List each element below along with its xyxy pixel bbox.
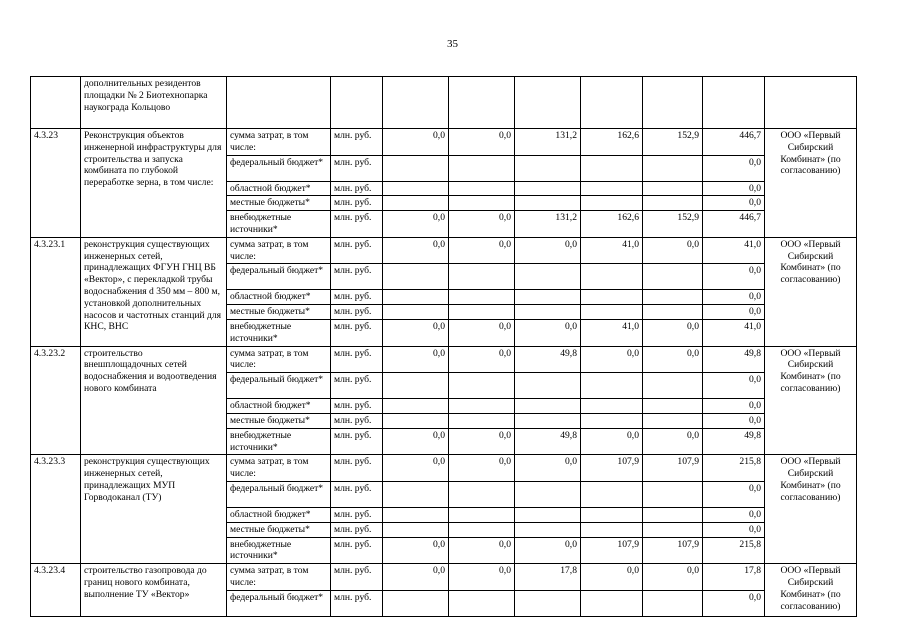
value-cell: 0,0 [703, 373, 765, 399]
empty-cell [643, 196, 703, 211]
value-cell: 0,0 [703, 155, 765, 181]
empty-cell [515, 373, 581, 399]
value-cell: 17,8 [703, 564, 765, 591]
units-cell: млн. руб. [331, 373, 383, 399]
value-cell: 0,0 [515, 455, 581, 482]
value-cell: 0,0 [383, 537, 449, 564]
value-cell: 0,0 [703, 264, 765, 290]
source-label: областной бюджет* [227, 290, 331, 305]
empty-cell [449, 77, 515, 129]
table-row [31, 564, 857, 591]
units-cell: млн. руб. [331, 522, 383, 537]
value-cell: 0,0 [581, 564, 643, 591]
value-cell: 49,8 [703, 428, 765, 455]
empty-cell [383, 264, 449, 290]
empty-cell [449, 413, 515, 428]
units-cell: млн. руб. [331, 237, 383, 264]
item-code: 4.3.23.4 [31, 564, 81, 617]
executor-cell: ООО «Первый Сибирский Комбинат» (по согласованию) [765, 564, 857, 617]
empty-cell [643, 264, 703, 290]
value-cell: 0,0 [449, 346, 515, 373]
value-cell: 0,0 [703, 507, 765, 522]
name-cell: дополнительных резидентов площадки № 2 Биотехнопарка наукограда Кольцово [81, 77, 227, 129]
page-number: 35 [447, 38, 458, 50]
empty-cell [581, 305, 643, 320]
item-code: 4.3.23 [31, 129, 81, 238]
value-cell: 41,0 [581, 319, 643, 346]
empty-cell [643, 590, 703, 616]
source-label: внебюджетные источники* [227, 211, 331, 238]
table-row [31, 346, 857, 373]
funding-table [30, 76, 857, 617]
source-label: областной бюджет* [227, 399, 331, 414]
empty-cell [643, 305, 703, 320]
empty-cell [515, 522, 581, 537]
units-cell: млн. руб. [331, 455, 383, 482]
empty-cell [383, 590, 449, 616]
value-cell: 162,6 [581, 211, 643, 238]
source-label: местные бюджеты* [227, 522, 331, 537]
value-cell: 0,0 [703, 413, 765, 428]
value-cell: 0,0 [643, 346, 703, 373]
units-cell: млн. руб. [331, 399, 383, 414]
value-cell: 0,0 [703, 196, 765, 211]
empty-cell [449, 155, 515, 181]
value-cell: 0,0 [383, 346, 449, 373]
units-cell: млн. руб. [331, 196, 383, 211]
empty-cell [703, 77, 765, 129]
empty-cell [643, 507, 703, 522]
units-cell: млн. руб. [331, 507, 383, 522]
empty-cell [581, 413, 643, 428]
units-cell: млн. руб. [331, 211, 383, 238]
value-cell: 215,8 [703, 455, 765, 482]
empty-cell [643, 373, 703, 399]
source-label: областной бюджет* [227, 507, 331, 522]
value-cell: 107,9 [581, 537, 643, 564]
source-label: сумма затрат, в том числе: [227, 455, 331, 482]
units-cell: млн. руб. [331, 155, 383, 181]
units-cell: млн. руб. [331, 413, 383, 428]
source-label: внебюджетные источники* [227, 319, 331, 346]
value-cell: 41,0 [703, 319, 765, 346]
empty-cell [515, 290, 581, 305]
value-cell: 0,0 [515, 319, 581, 346]
empty-cell [449, 507, 515, 522]
source-label: сумма затрат, в том числе: [227, 237, 331, 264]
item-name: реконструкция существующих инженерных сетей, принадлежащих ФГУН ГНЦ ВБ «Вектор», с перекладкой трубы водоснабжения d 350 мм – 800 м, установкой дополнительных насосов и частотных станций для КНС, ВНС [81, 237, 227, 346]
value-cell: 41,0 [581, 237, 643, 264]
source-label: местные бюджеты* [227, 413, 331, 428]
value-cell: 0,0 [383, 455, 449, 482]
item-name: строительство газопровода до границ нового комбината, выполнение ТУ «Вектор» [81, 564, 227, 617]
units-cell: млн. руб. [331, 428, 383, 455]
empty-cell [449, 373, 515, 399]
empty-cell [449, 399, 515, 414]
item-code: 4.3.23.2 [31, 346, 81, 455]
code-cell [31, 77, 81, 129]
units-cell: млн. руб. [331, 590, 383, 616]
source-label: внебюджетные источники* [227, 428, 331, 455]
value-cell: 0,0 [449, 455, 515, 482]
value-cell: 49,8 [515, 346, 581, 373]
source-label: федеральный бюджет* [227, 155, 331, 181]
empty-cell [581, 522, 643, 537]
value-cell: 17,8 [515, 564, 581, 591]
value-cell: 0,0 [703, 481, 765, 507]
value-cell: 131,2 [515, 211, 581, 238]
units-cell: млн. руб. [331, 564, 383, 591]
value-cell: 0,0 [515, 237, 581, 264]
empty-cell [581, 507, 643, 522]
empty-cell [515, 481, 581, 507]
value-cell: 446,7 [703, 211, 765, 238]
empty-cell [581, 196, 643, 211]
empty-cell [581, 155, 643, 181]
value-cell: 107,9 [581, 455, 643, 482]
continuation-row [31, 77, 857, 129]
empty-cell [383, 305, 449, 320]
value-cell: 0,0 [703, 590, 765, 616]
value-cell: 107,9 [643, 455, 703, 482]
source-label: сумма затрат, в том числе: [227, 129, 331, 156]
value-cell: 446,7 [703, 129, 765, 156]
value-cell: 0,0 [643, 319, 703, 346]
empty-cell [515, 305, 581, 320]
source-label: федеральный бюджет* [227, 373, 331, 399]
empty-cell [765, 77, 857, 129]
value-cell: 162,6 [581, 129, 643, 156]
value-cell: 49,8 [515, 428, 581, 455]
empty-cell [515, 181, 581, 196]
table-row [31, 129, 857, 156]
value-cell: 0,0 [515, 537, 581, 564]
units-cell: млн. руб. [331, 481, 383, 507]
empty-cell [581, 290, 643, 305]
units-cell: млн. руб. [331, 264, 383, 290]
empty-cell [515, 399, 581, 414]
empty-cell [515, 590, 581, 616]
item-code: 4.3.23.1 [31, 237, 81, 346]
executor-cell: ООО «Первый Сибирский Комбинат» (по согласованию) [765, 455, 857, 564]
units-cell: млн. руб. [331, 129, 383, 156]
units-cell: млн. руб. [331, 537, 383, 564]
value-cell: 0,0 [643, 428, 703, 455]
empty-cell [581, 399, 643, 414]
empty-cell [581, 481, 643, 507]
value-cell: 0,0 [643, 237, 703, 264]
item-code: 4.3.23.3 [31, 455, 81, 564]
value-cell: 131,2 [515, 129, 581, 156]
empty-cell [383, 77, 449, 129]
empty-cell [581, 373, 643, 399]
value-cell: 0,0 [581, 428, 643, 455]
empty-cell [383, 181, 449, 196]
value-cell: 0,0 [449, 428, 515, 455]
value-cell: 152,9 [643, 129, 703, 156]
executor-cell: ООО «Первый Сибирский Комбинат» (по согласованию) [765, 346, 857, 455]
value-cell: 0,0 [703, 399, 765, 414]
empty-cell [643, 413, 703, 428]
value-cell: 0,0 [449, 537, 515, 564]
executor-cell: ООО «Первый Сибирский Комбинат» (по согласованию) [765, 129, 857, 238]
empty-cell [581, 181, 643, 196]
empty-cell [581, 264, 643, 290]
empty-cell [643, 481, 703, 507]
empty-cell [383, 399, 449, 414]
value-cell: 41,0 [703, 237, 765, 264]
source-label: федеральный бюджет* [227, 590, 331, 616]
source-label: сумма затрат, в том числе: [227, 564, 331, 591]
empty-cell [449, 196, 515, 211]
value-cell: 0,0 [383, 428, 449, 455]
source-label: местные бюджеты* [227, 305, 331, 320]
source-label: внебюджетные источники* [227, 537, 331, 564]
executor-cell: ООО «Первый Сибирский Комбинат» (по согласованию) [765, 237, 857, 346]
source-label: местные бюджеты* [227, 196, 331, 211]
value-cell: 0,0 [703, 522, 765, 537]
empty-cell [449, 305, 515, 320]
empty-cell [581, 77, 643, 129]
empty-cell [515, 507, 581, 522]
value-cell: 0,0 [703, 181, 765, 196]
empty-cell [383, 290, 449, 305]
empty-cell [581, 590, 643, 616]
empty-cell [643, 399, 703, 414]
table-body [31, 77, 857, 617]
empty-cell [383, 507, 449, 522]
empty-cell [449, 481, 515, 507]
value-cell: 0,0 [383, 211, 449, 238]
empty-cell [449, 590, 515, 616]
value-cell: 0,0 [449, 319, 515, 346]
value-cell: 0,0 [383, 564, 449, 591]
value-cell: 0,0 [383, 129, 449, 156]
source-label: областной бюджет* [227, 181, 331, 196]
units-cell: млн. руб. [331, 305, 383, 320]
empty-cell [449, 290, 515, 305]
empty-cell [643, 77, 703, 129]
empty-cell [449, 264, 515, 290]
value-cell: 0,0 [703, 290, 765, 305]
source-label: федеральный бюджет* [227, 264, 331, 290]
value-cell: 0,0 [449, 211, 515, 238]
value-cell: 0,0 [383, 237, 449, 264]
item-name: реконструкция существующих инженерных сетей, принадлежащих МУП Горводоканал (ТУ) [81, 455, 227, 564]
value-cell: 0,0 [643, 564, 703, 591]
empty-cell [515, 155, 581, 181]
item-name: строительство внешплощадочных сетей водоснабжения и водоотведения нового комбината [81, 346, 227, 455]
empty-cell [643, 181, 703, 196]
source-label: федеральный бюджет* [227, 481, 331, 507]
value-cell: 107,9 [643, 537, 703, 564]
empty-cell [383, 373, 449, 399]
units-cell: млн. руб. [331, 290, 383, 305]
empty-cell [515, 196, 581, 211]
empty-cell [515, 264, 581, 290]
empty-cell [643, 155, 703, 181]
empty-cell [383, 155, 449, 181]
empty-cell [643, 290, 703, 305]
value-cell: 0,0 [703, 305, 765, 320]
empty-cell [227, 77, 331, 129]
empty-cell [515, 77, 581, 129]
empty-cell [331, 77, 383, 129]
empty-cell [643, 522, 703, 537]
value-cell: 49,8 [703, 346, 765, 373]
value-cell: 152,9 [643, 211, 703, 238]
empty-cell [449, 181, 515, 196]
empty-cell [383, 481, 449, 507]
empty-cell [515, 413, 581, 428]
units-cell: млн. руб. [331, 346, 383, 373]
empty-cell [449, 522, 515, 537]
empty-cell [383, 522, 449, 537]
units-cell: млн. руб. [331, 181, 383, 196]
value-cell: 215,8 [703, 537, 765, 564]
value-cell: 0,0 [449, 129, 515, 156]
value-cell: 0,0 [581, 346, 643, 373]
empty-cell [383, 413, 449, 428]
units-cell: млн. руб. [331, 319, 383, 346]
value-cell: 0,0 [383, 319, 449, 346]
value-cell: 0,0 [449, 237, 515, 264]
table-row [31, 455, 857, 482]
source-label: сумма затрат, в том числе: [227, 346, 331, 373]
empty-cell [383, 196, 449, 211]
table-row [31, 237, 857, 264]
value-cell: 0,0 [449, 564, 515, 591]
item-name: Реконструкция объектов инженерной инфраструктуры для строительства и запуска комбината по глубокой переработке зерна, в том числе: [81, 129, 227, 238]
